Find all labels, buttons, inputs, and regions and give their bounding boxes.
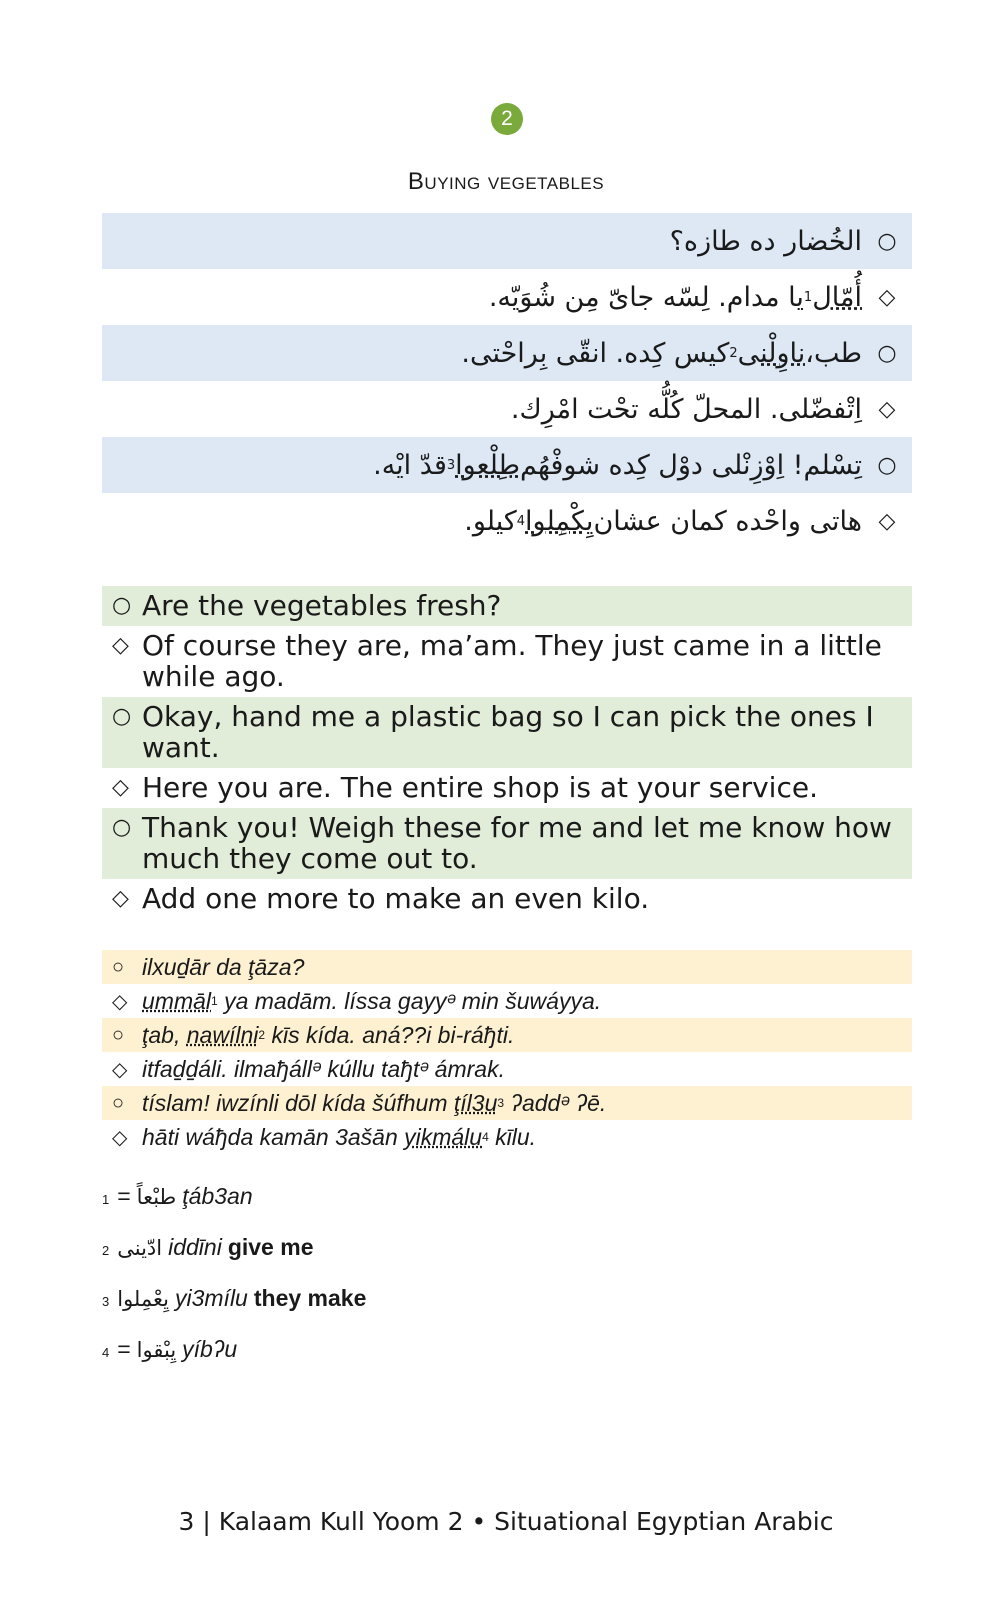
english-line [102, 586, 912, 626]
english-line [102, 697, 912, 768]
footnote-ref: 4 [516, 513, 525, 529]
arabic-line [102, 325, 912, 381]
english-line [102, 626, 912, 697]
diamond-marker-icon: ◇ [112, 1058, 128, 1081]
diamond-marker-icon: ◇ [112, 1126, 128, 1149]
circle-marker-icon: ○ [877, 452, 897, 478]
arabic-dialogue [102, 213, 912, 549]
page-footer: 3 | Kalaam Kull Yoom 2 • Situational Egyptian Arabic [178, 1507, 834, 1536]
footnote-arabic: يِعْمِلوا [117, 1287, 169, 1311]
footnote-ref: 1 [803, 289, 813, 305]
footnote [102, 1336, 243, 1363]
footnote [102, 1183, 259, 1210]
transliteration-term: ummāl [142, 987, 212, 1014]
footnote-number: 4 [102, 1345, 110, 1360]
transliteration-text: itfaḏḏáli. ilmaђállᵊ kúllu taђtᵊ ámrak. [142, 1055, 505, 1082]
footnote-equals: = [117, 1183, 131, 1209]
transliteration-text: ţab, [142, 1021, 187, 1048]
transliteration-line [102, 950, 912, 984]
arabic-text: طب، [805, 337, 862, 369]
circle-marker-icon: ○ [112, 704, 132, 729]
footnote-arabic: ادّينى [117, 1236, 163, 1260]
footnote-translit: ţáb3an [182, 1183, 253, 1209]
transliteration-text: ʔaddᵊ ʔē. [504, 1089, 607, 1116]
english-text: Of course they are, ma’am. They just came in a little while ago. [142, 629, 882, 693]
transliteration-term: ţíl3u [453, 1089, 498, 1116]
diamond-marker-icon: ◇ [878, 508, 896, 534]
arabic-term: أُمّال [812, 281, 862, 313]
footnote-translit: yi3mílu [175, 1285, 248, 1311]
arabic-text: اِتْفضّلى. المحلّ كُلُّه تحْت امْرِك. [510, 393, 862, 425]
diamond-marker-icon: ◇ [878, 284, 896, 310]
footnote-number: 2 [102, 1243, 110, 1258]
circle-marker-icon: ○ [877, 228, 897, 254]
circle-marker-icon: ○ [112, 1023, 125, 1046]
footnote [102, 1285, 366, 1312]
arabic-text: تِسْلم! اِوْزِنْلى دوْل كِده شوفْهُم [520, 449, 862, 481]
diamond-marker-icon: ◇ [112, 990, 128, 1013]
arabic-text: كيس كِده. انقّى بِراحْتى. [461, 337, 730, 369]
transliteration-term: yikmálu [404, 1123, 483, 1150]
page-title: Buying vegetables [407, 168, 605, 195]
transliteration-term: nawílni [186, 1021, 259, 1048]
english-dialogue [102, 586, 912, 919]
circle-marker-icon: ○ [877, 340, 897, 366]
arabic-text: يا مدام. لِسّه جاىّ مِن شُوَيّه. [488, 281, 804, 313]
arabic-line [102, 437, 912, 493]
footnote-ref: 3 [446, 457, 456, 473]
english-text: Okay, hand me a plastic bag so I can pick the ones I want. [142, 700, 874, 764]
arabic-term: يِكْمِلوا [525, 505, 594, 537]
circle-marker-icon: ○ [112, 1091, 125, 1114]
arabic-text: كيلو. [464, 505, 517, 537]
arabic-text: قدّ ايْه. [373, 449, 447, 481]
arabic-line [102, 269, 912, 325]
transliteration-line [102, 1120, 912, 1154]
footnote-gloss: they make [253, 1285, 367, 1311]
english-text: Thank you! Weigh these for me and let me know how much they come out to. [142, 811, 892, 875]
footnote-number: 3 [102, 1294, 110, 1309]
footnote-arabic: طبْعاً [136, 1185, 177, 1209]
footnote-ref: 2 [258, 1028, 266, 1042]
transliteration-line [102, 1086, 912, 1120]
footnote-ref: 4 [482, 1130, 489, 1144]
footnote [102, 1234, 313, 1261]
english-line [102, 768, 912, 808]
transliteration-line [102, 1018, 912, 1052]
transliteration-text: kīs kída. aná??i bi-ráђti. [265, 1021, 515, 1048]
footnote-translit: iddīni [168, 1234, 222, 1260]
transliteration-text: kīlu. [488, 1123, 537, 1150]
footnote-arabic: يِبْقوا [136, 1338, 177, 1362]
transliteration-text: hāti wáђda kamān 3ašān [142, 1123, 405, 1150]
arabic-text: هاتى واحْده كمان عشان [593, 505, 862, 537]
footnote-ref: 1 [211, 994, 218, 1008]
diamond-marker-icon: ◇ [112, 886, 129, 911]
circle-marker-icon: ○ [112, 593, 132, 618]
circle-marker-icon: ○ [112, 955, 125, 978]
footnote-number: 1 [102, 1192, 110, 1207]
circle-marker-icon: ○ [112, 815, 132, 840]
transliteration-dialogue [102, 950, 912, 1154]
transliteration-text: ilxuḏār da ţāza? [142, 953, 305, 980]
english-text: Add one more to make an even kilo. [142, 882, 650, 915]
transliteration-text: ya madām. líssa gayyᵊ min šuwáyya. [217, 987, 602, 1014]
arabic-text: الخُضار ده طازه؟ [669, 225, 862, 257]
arabic-line [102, 213, 912, 269]
footnote-ref: 3 [497, 1096, 505, 1110]
arabic-term: طِلْعوا [455, 449, 521, 481]
diamond-marker-icon: ◇ [112, 775, 129, 800]
footnote-translit: yíbʔu [182, 1336, 238, 1362]
footnote-gloss: give me [227, 1234, 314, 1260]
footnote-equals: = [117, 1336, 131, 1362]
arabic-line [102, 493, 912, 549]
arabic-line [102, 381, 912, 437]
lesson-number-badge: 2 [491, 103, 523, 135]
arabic-term: ناوِلْنى [737, 337, 806, 369]
english-line [102, 808, 912, 879]
english-line [102, 879, 912, 919]
diamond-marker-icon: ◇ [878, 396, 896, 422]
transliteration-line [102, 1052, 912, 1086]
transliteration-line [102, 984, 912, 1018]
english-text: Are the vegetables fresh? [142, 589, 502, 622]
english-text: Here you are. The entire shop is at your service. [142, 771, 818, 804]
transliteration-text: tíslam! iwzínli dōl kída šúfhum [142, 1089, 454, 1116]
footnote-ref: 2 [729, 345, 738, 361]
diamond-marker-icon: ◇ [112, 633, 129, 658]
